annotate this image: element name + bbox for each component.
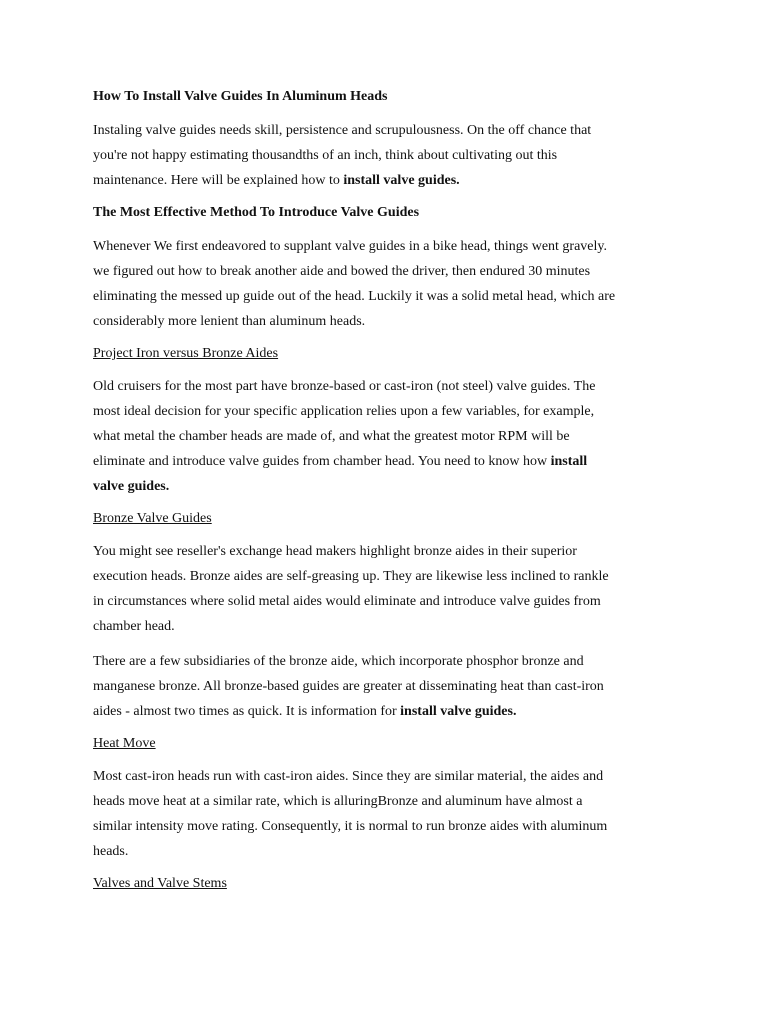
text-run: maintenance. Here will be explained how to <box>93 173 344 188</box>
text-line: Most cast-iron heads run with cast-iron aides. Since they are similar material, the aides and <box>93 769 604 784</box>
text-line: considerably more lenient than aluminum heads. <box>93 314 366 329</box>
section-heading: The Most Effective Method To Introduce Valve Guides <box>93 205 420 220</box>
text-line: similar intensity move rating. Consequently, it is normal to run bronze aides with aluminum <box>93 819 608 834</box>
text-line: There are a few subsidiaries of the bronze aide, which incorporate phosphor bronze and <box>93 654 584 669</box>
text-line: what metal the chamber heads are made of, and what the greatest motor RPM will be <box>93 429 570 444</box>
text-line: execution heads. Bronze aides are self-greasing up. They are likewise less inclined to rankle <box>93 569 609 584</box>
paragraph <box>93 539 674 639</box>
document-title: How To Install Valve Guides In Aluminum Heads <box>93 89 388 104</box>
text-run: eliminate and introduce valve guides from chamber head. You need to know how <box>93 454 551 469</box>
text-line: chamber head. <box>93 619 175 634</box>
text-line: Whenever We first endeavored to supplant valve guides in a bike head, things went gravely. <box>93 239 607 254</box>
text-line: heads. <box>93 844 129 859</box>
text-line: eliminating the messed up guide out of the head. Luckily it was a solid metal head, which are <box>93 289 616 304</box>
text-line: you're not happy estimating thousandths of an inch, think about cultivating out this <box>93 148 558 163</box>
bold-keyword: valve guides. <box>93 479 170 494</box>
text-run: aides - almost two times as quick. It is information for <box>93 704 401 719</box>
text-line <box>93 474 674 499</box>
paragraph <box>93 234 674 334</box>
text-line: heads move heat at a similar rate, which is alluringBronze and aluminum have almost a <box>93 794 583 809</box>
text-line: we figured out how to break another aide and bowed the driver, then endured 30 minutes <box>93 264 591 279</box>
bold-keyword: install valve guides. <box>343 173 460 188</box>
text-line: Instaling valve guides needs skill, persistence and scrupulousness. On the off chance that <box>93 123 592 138</box>
subheading-valves-stems: Valves and Valve Stems <box>93 876 227 891</box>
text-line: You might see reseller's exchange head makers highlight bronze aides in their superior <box>93 544 577 559</box>
paragraph <box>93 374 674 499</box>
text-line: most ideal decision for your specific application relies upon a few variables, for example, <box>93 404 595 419</box>
paragraph <box>93 764 674 864</box>
text-line: manganese bronze. All bronze-based guides are greater at disseminating heat than cast-iron <box>93 679 604 694</box>
text-line <box>93 449 674 474</box>
intro-paragraph <box>93 118 674 193</box>
bold-keyword: install <box>550 454 588 469</box>
text-line: Old cruisers for the most part have bronze-based or cast-iron (not steel) valve guides. The <box>93 379 596 394</box>
subheading-bronze-guides: Bronze Valve Guides <box>93 511 212 526</box>
text-line <box>93 168 674 193</box>
text-line: in circumstances where solid metal aides would eliminate and introduce valve guides from <box>93 594 601 609</box>
subheading-heat-move: Heat Move <box>93 736 156 751</box>
subheading-iron-bronze: Project Iron versus Bronze Aides <box>93 346 279 361</box>
paragraph <box>93 649 674 724</box>
bold-keyword: install valve guides. <box>400 704 517 719</box>
text-line <box>93 699 674 724</box>
